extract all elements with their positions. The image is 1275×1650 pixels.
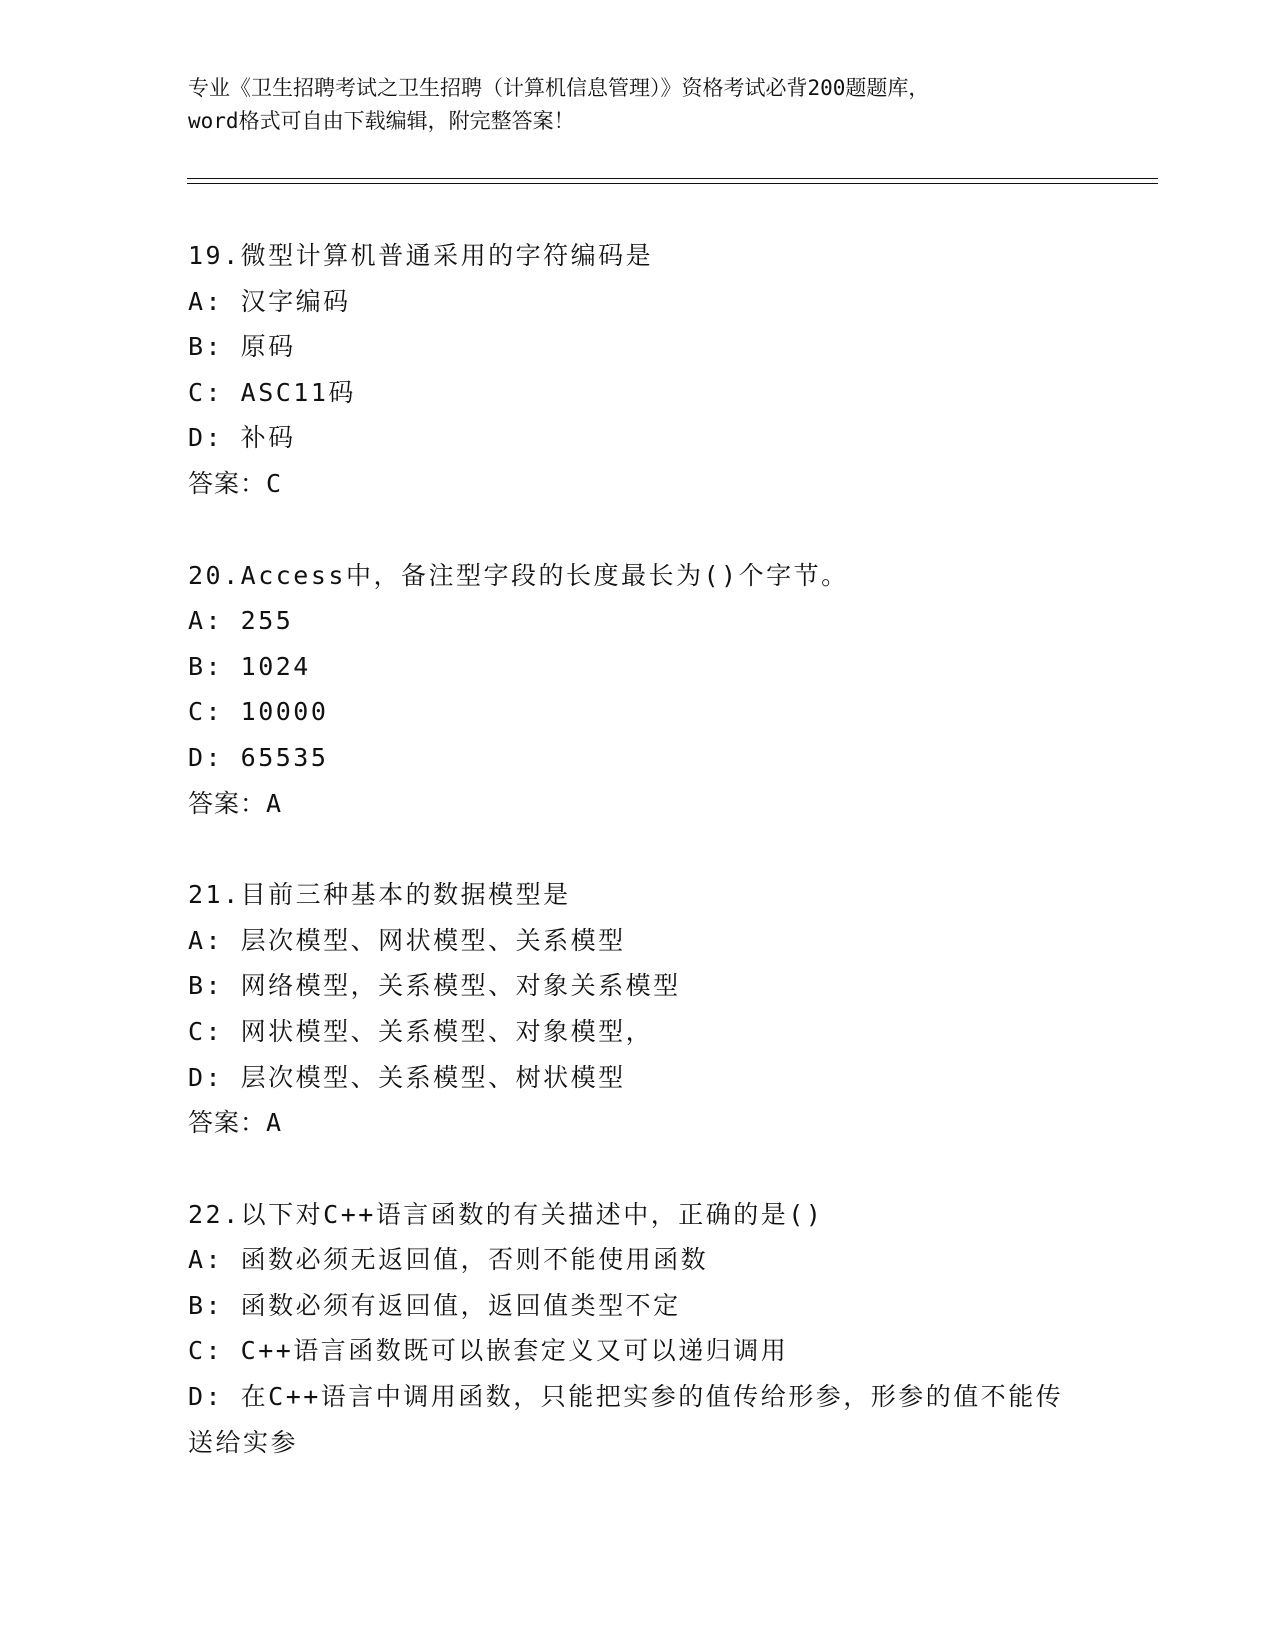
option-d: D: 层次模型、关系模型、树状模型 (188, 1062, 626, 1092)
option-b: B: 网络模型，关系模型、对象关系模型 (188, 971, 681, 1001)
question-22 (188, 1192, 1148, 1466)
question-stem: 21.目前三种基本的数据模型是 (188, 880, 571, 910)
question-stem: 19.微型计算机普通采用的字符编码是 (188, 241, 654, 270)
question-19 (188, 233, 1148, 507)
answer-line: 答案：C (188, 468, 283, 498)
option-a: A: 函数必须无返回值，否则不能使用函数 (188, 1245, 709, 1275)
option-b: B: 1024 (188, 651, 311, 681)
option-d: D: 在C++语言中调用函数，只能把实参的值传给形参，形参的值不能传送给实参 (188, 1382, 1064, 1457)
option-d: D: 补码 (188, 423, 296, 453)
option-c: C: C++语言函数既可以嵌套定义又可以递归调用 (188, 1336, 789, 1366)
header-line-2: word格式可自由下载编辑，附完整答案！ (188, 109, 575, 133)
document-header (188, 72, 1088, 138)
header-line-1: 专业《卫生招聘考试之卫生招聘（计算机信息管理）》资格考试必背200题题库， (188, 76, 930, 100)
option-c: C: 网状模型、关系模型、对象模型， (188, 1016, 654, 1046)
question-stem: 22.以下对C++语言函数的有关描述中，正确的是() (188, 1199, 824, 1229)
option-b: B: 函数必须有返回值，返回值类型不定 (188, 1290, 681, 1320)
option-c: C: 10000 (188, 697, 329, 727)
option-d: D: 65535 (188, 742, 329, 772)
option-a: A: 汉字编码 (188, 286, 351, 316)
answer-line: 答案：A (188, 788, 283, 818)
question-stem: 20.Access中，备注型字段的长度最长为()个字节。 (188, 560, 849, 590)
option-a: A: 层次模型、网状模型、关系模型 (188, 925, 626, 955)
option-b: B: 原码 (188, 332, 296, 362)
question-21 (188, 872, 1148, 1146)
option-c: C: ASC11码 (188, 377, 356, 407)
option-a: A: 255 (188, 606, 294, 636)
question-20 (188, 553, 1148, 827)
answer-line: 答案：A (188, 1108, 283, 1138)
question-list (188, 233, 1148, 1511)
header-double-rule (187, 178, 1158, 184)
